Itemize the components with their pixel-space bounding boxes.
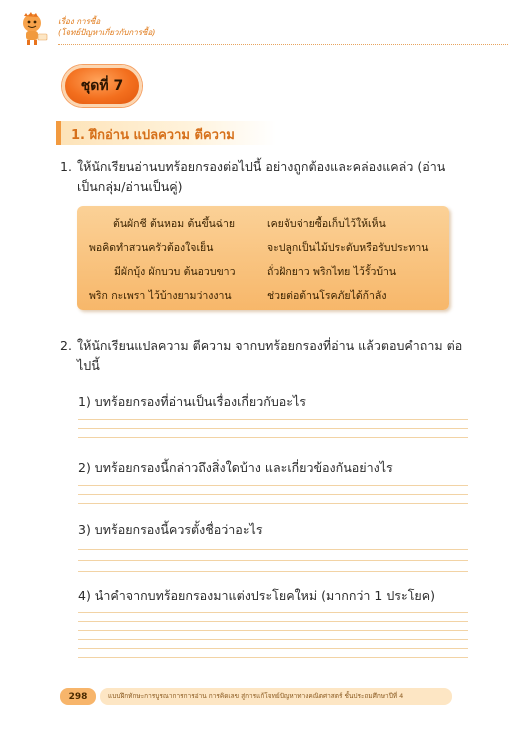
answer-line[interactable] <box>78 485 468 486</box>
answer-line[interactable] <box>78 494 468 495</box>
poem-line-left-3: มีผักบุ้ง ผักบวบ ต้นอวบขาว <box>114 266 236 278</box>
answer-line[interactable] <box>78 419 468 420</box>
answer-line[interactable] <box>78 549 468 550</box>
sub-question-1: 1) บทร้อยกรองที่อ่านเป็นเรื่องเกี่ยวกับอะไร <box>78 394 306 409</box>
answer-line[interactable] <box>78 612 468 613</box>
question-2-number: 2. <box>60 338 72 353</box>
answer-line[interactable] <box>78 639 468 640</box>
question-1 <box>60 157 470 197</box>
answer-line[interactable] <box>78 657 468 658</box>
answer-line[interactable] <box>78 560 468 561</box>
poem-line-left-4: พริก กะเพรา ไว้บ้างยามว่างงาน <box>89 290 232 302</box>
answer-line[interactable] <box>78 648 468 649</box>
answer-line[interactable] <box>78 630 468 631</box>
question-2-text: ให้นักเรียนแปลความ ตีความ จากบทร้อยกรองที่อ่าน แล้วตอบคำถาม ต่อไปนี้ <box>77 338 463 373</box>
answer-line[interactable] <box>78 503 468 504</box>
section-header <box>56 121 276 145</box>
poem-box <box>77 206 449 310</box>
poem-line-left-1: ต้นผักชี ต้นหอม ต้นขึ้นฉ่าย <box>113 218 236 230</box>
answer-line[interactable] <box>78 621 468 622</box>
answer-line[interactable] <box>78 428 468 429</box>
poem-line-right-3: ถั่วฝักยาว พริกไทย ไว้รั้วบ้าน <box>267 266 397 278</box>
poem-line-left-2: พอคิดทำสวนครัวต้องใจเย็น <box>89 242 214 254</box>
header-divider <box>58 44 508 45</box>
question-1-text: ให้นักเรียนอ่านบทร้อยกรองต่อไปนี้ อย่างถูกต้องและคล่องแคล่ว (อ่านเป็นกลุ่ม/อ่านเป็นคู่) <box>77 159 446 194</box>
sub-question-4: 4) นำคำจากบทร้อยกรองมาแต่งประโยคใหม่ (มากกว่า 1 ประโยค) <box>78 588 435 603</box>
section-title: 1. ฝึกอ่าน แปลความ ตีความ <box>71 128 235 143</box>
header-topic: เรื่อง การซื้อ <box>58 17 101 26</box>
answer-line[interactable] <box>78 571 468 572</box>
sub-question-3: 3) บทร้อยกรองนี้ควรตั้งชื่อว่าอะไร <box>78 522 263 537</box>
question-1-number: 1. <box>60 159 72 174</box>
header-subtopic: (โจทย์ปัญหาเกี่ยวกับการซื้อ) <box>58 28 156 37</box>
poem-line-right-1: เคยจับจ่ายซื้อเก็บไว้ให้เห็น <box>267 218 386 230</box>
mascot-icon <box>18 12 50 46</box>
poem-line-right-4: ช่วยต่อต้านโรคภัยได้ก้าลัง <box>267 290 387 302</box>
sub-question-2: 2) บทร้อยกรองนี้กล่าวถึงสิ่งใดบ้าง และเกี่ยวข้องกันอย่างไร <box>78 460 393 475</box>
poem-line-right-2: จะปลูกเป็นไม้ประดับหรือรับประทาน <box>267 242 429 254</box>
question-2 <box>60 336 470 376</box>
header-text <box>58 16 155 38</box>
answer-line[interactable] <box>78 437 468 438</box>
page-number: 298 <box>60 688 96 705</box>
page-header <box>18 12 508 46</box>
set-badge: ชุดที่ 7 <box>62 65 142 107</box>
footer-title: แบบฝึกทักษะการบูรณาการการอ่าน การคิดเลข สู่การแก้โจทย์ปัญหาทางคณิตศาสตร์ ชั้นประถมศึกษาปีที่ 4 <box>100 688 452 705</box>
